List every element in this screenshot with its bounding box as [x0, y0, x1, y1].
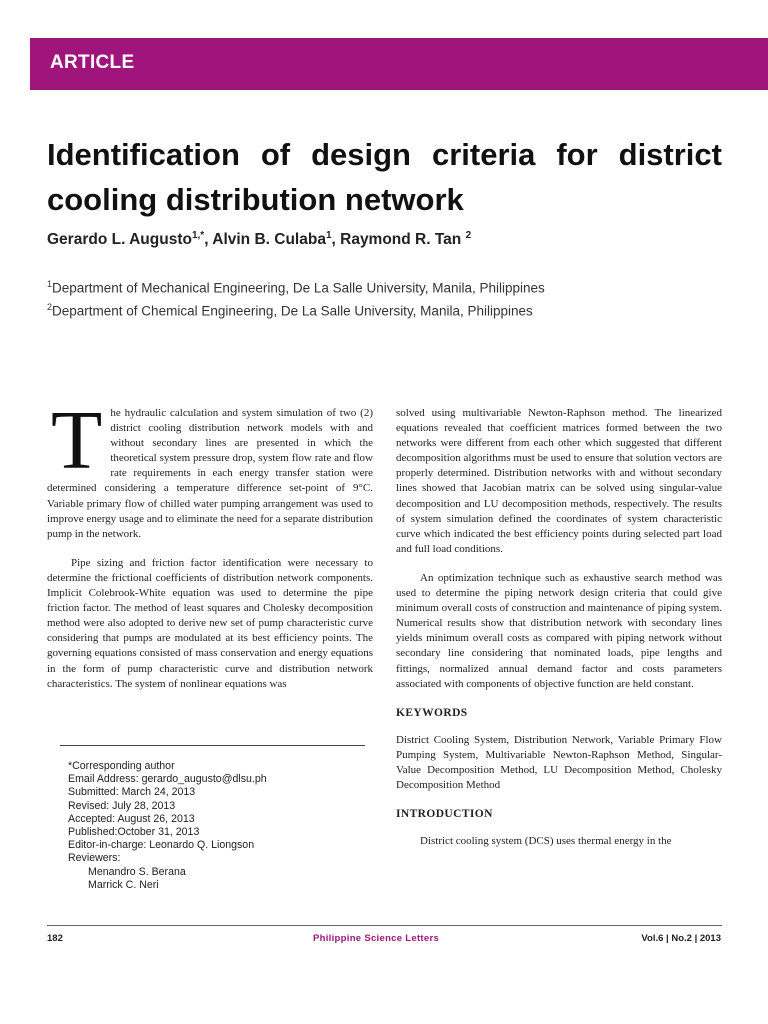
introduction-heading: INTRODUCTION [396, 808, 493, 821]
author-sup: 2 [465, 230, 472, 241]
affiliation-line [47, 275, 747, 298]
affiliation-line [47, 298, 747, 321]
drop-cap: T [51, 394, 103, 487]
abstract-paragraph-3: solved using multivariable Newton-Raphson method. The linearized equations revealed that coefficient matrices formed between the two networks were different from each other which suggested that different decomposition algorithms must be used to ensure that solution vectors are properly determined. Distribution networks with and without secondary lines showed that Jacobian matrix can be solved using singular-value decomposition and LU decomposition methods, respectively. The results of system simulation defined the coordinates of system characteristic curve which indicated the best efficiency points during selected part load and full load conditions. [396, 407, 722, 555]
author-sup: 1 [325, 230, 332, 241]
accepted-date: Accepted: August 26, 2013 [68, 812, 195, 825]
article-banner [30, 38, 768, 90]
abstract-column-left [47, 394, 373, 706]
reviewer-name: Menandro S. Berana [88, 865, 186, 878]
abstract-column-right [396, 406, 722, 863]
volume-info: Vol.6 | No.2 | 2013 [641, 933, 721, 944]
submitted-date: Submitted: March 24, 2013 [68, 786, 196, 799]
keywords-heading: KEYWORDS [396, 706, 468, 719]
published-date: Published:October 31, 2013 [68, 826, 200, 839]
corresponding-author: *Corresponding author [68, 760, 175, 772]
reviewers-label: Reviewers: [68, 852, 121, 865]
affiliation-text: Department of Chemical Engineering, De La Salle University, Manila, Philippines [52, 303, 533, 318]
abstract-text: he hydraulic calculation and system simulation of two (2) district cooling distribution network models with and without secondary lines are presented in which the theoretical system pressure drop, system flow rate and flow rate requirements in each energy transfer station were determined considering a temperature difference set-point of 9°C. Variable primary flow of chilled water pumping arrangement was used to improve energy usage and to eliminate the need for a separate distribution pump in the network. [47, 407, 373, 540]
author-name: Alvin B. Culaba [212, 231, 326, 249]
keywords-text: District Cooling System, Distribution Network, Variable Primary Flow Pumping System, Multivariable Newton-Raphson Method, Singular-Value Decomposition Method, LU Decomposition Method, Cholesky Decomposition Method [396, 733, 722, 792]
page-number: 182 [47, 933, 63, 944]
paper-title: Identification of design criteria for district cooling distribution network [47, 137, 722, 217]
footnote-block [68, 760, 368, 892]
affiliation-text: Department of Mechanical Engineering, De La Salle University, Manila, Philippines [52, 280, 545, 296]
footer-divider [47, 925, 722, 926]
abstract-paragraph-1 [47, 394, 373, 542]
editor-in-charge: Editor-in-charge: Leonardo Q. Liongson [68, 839, 255, 852]
reviewer-name: Marrick C. Neri [88, 878, 159, 891]
introduction-text: District cooling system (DCS) uses thermal energy in the [420, 835, 672, 848]
abstract-paragraph-4: An optimization technique such as exhaustive search method was used to determine the piping network design criteria that could give minimum overall costs of construction and maintenance of piping system. Numerical results show that distribution network with secondary lines yields minimum overall costs as compared with piping network without secondary line considering that nominated loads, pipe lengths and fittings, normalized annual demand factor and costs parameters associated with components of objective function are held constant. [396, 571, 722, 690]
author-name: Gerardo L. Augusto [47, 231, 192, 249]
footnote-divider [60, 745, 365, 746]
section-label: ARTICLE [50, 52, 135, 73]
journal-name: Philippine Science Letters [313, 933, 440, 944]
affiliations [47, 275, 747, 320]
affiliation-sup: 1 [47, 279, 53, 289]
abstract-paragraph-2: Pipe sizing and friction factor identification were necessary to determine the frictional coefficients of distribution network components. Implicit Colebrook-White equation was used to determine the pipe friction factor. The method of least squares and Cholesky decomposition method were also adopted to derive new set of pump characteristic curve considering that pumps are modulated at its best efficiency points. The governing equations consisted of mass conservation and energy equations in the form of pump characteristic curve and distribution network characteristics. The system of nonlinear equations was [47, 556, 373, 690]
author-name: Raymond R. Tan [340, 231, 462, 249]
revised-date: Revised: July 28, 2013 [68, 799, 176, 812]
email-address: Email Address: gerardo_augusto@dlsu.ph [68, 773, 267, 786]
author-sup: 1,* [191, 230, 205, 241]
author-list: Gerardo L. Augusto$^{1,*}$, Alvin B. Culaba$^1$, Raymond R. Tan $^2$ [47, 230, 472, 249]
affiliation-sup: 2 [47, 301, 53, 312]
